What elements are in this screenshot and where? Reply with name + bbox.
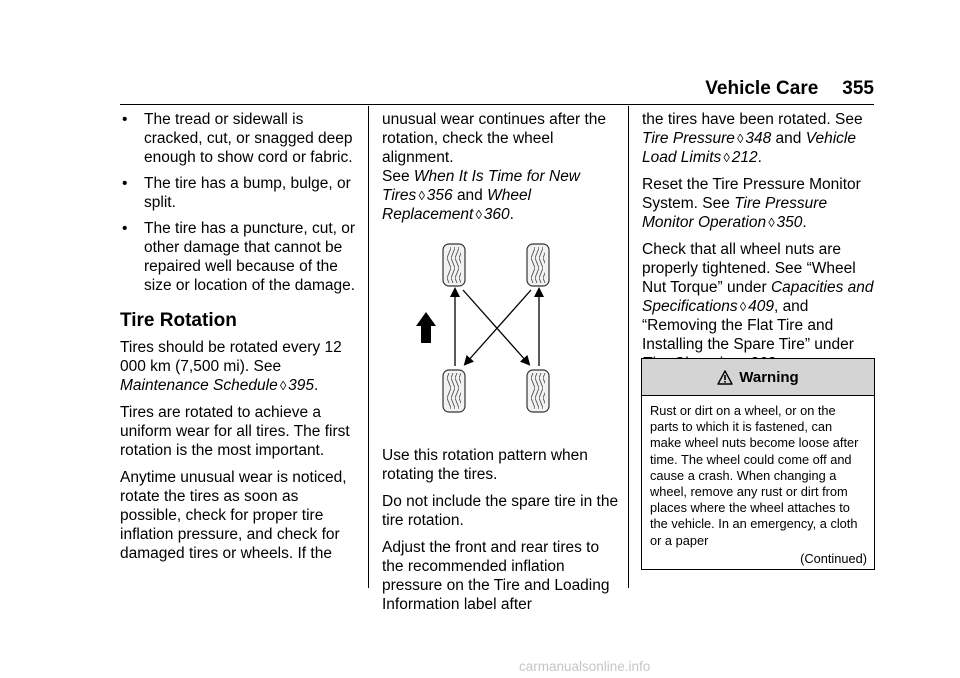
watermark: carmanualsonline.info [519,659,651,674]
paragraph: Anytime unusual wear is noticed, rotate the tires as soon as possible, check for proper tire inflation pressure, and check for damaged tires or wheels. If the [120,469,347,562]
warning-header [642,359,874,396]
paragraph: Use this rotation pattern when rotating the tires. [382,447,588,483]
tire-rear-left [443,370,465,412]
arrow-front-right-to-rear-left [467,290,531,362]
bullet-item: • The tire has a puncture, cut, or other damage that cannot be repaired well because of the size or location of the damage. [122,220,356,294]
bullet-item: • The tire has a bump, bulge, or split. [122,175,351,211]
page-reference-icon: ◊ [475,207,482,222]
paragraph: Reset the Tire Pressure Monitor System. See Tire Pressure Monitor Operation ◊ 350. [642,176,861,231]
section-title: Vehicle Care [705,78,819,99]
page-number: 355 [842,78,874,99]
page-reference-icon: ◊ [736,131,744,146]
paragraph: unusual wear continues after the rotation, check the wheel alignment. See When It Is Time for New Tires ◊ 356 and Wheel Replacement ◊ 360. [382,111,607,223]
paragraph: Tires are rotated to achieve a uniform wear for all tires. The first rotation is the most important. [120,404,350,459]
ref-link[interactable]: Wheel Replacement ◊ 360 [382,187,532,223]
continued-label: (Continued) [800,551,867,566]
header-rule [120,104,874,105]
arrow-front-left-to-rear-right [463,290,527,362]
ref-link[interactable]: Tire Pressure Monitor Operation ◊ 350 [642,195,828,231]
page-reference-icon: ◊ [723,150,730,165]
warning-body: Rust or dirt on a wheel, or on the parts to which it is fastened, can make wheel nuts become loose after time. The wheel could come off and cause a crash. When changing a wheel, remove any rust or dirt from places where the wheel attaches to the vehicle. In an emergency, a cloth or a paper [650,403,859,548]
warning-box [641,358,875,570]
ref-link[interactable]: Vehicle Load Limits ◊ 212 [642,130,856,166]
tire-rotation-diagram [415,238,565,416]
paragraph: Check that all wheel nuts are properly tightened. See “Wheel Nut Torque” under Capacities and Specifications ◊ 409, and “Removing the Flat Tire and Installing the Spare Tire” under [642,240,876,373]
paragraph: the tires have been rotated. See Tire Pressure ◊ 348 and Vehicle Load Limits ◊ 212. [642,111,863,166]
page-reference-icon: ◊ [279,378,287,393]
paragraph: Do not include the spare tire in the tire rotation. [382,493,619,529]
ref-link[interactable]: When It Is Time for New Tires ◊ 356 [382,168,581,204]
section-heading: Tire Rotation [120,310,237,331]
bullet-item: • The tread or sidewall is cracked, cut, or snagged deep enough to show cord or fabric. [122,111,353,166]
warning-icon [717,370,733,385]
vehicle-front-arrow-icon [416,312,436,343]
page-reference-icon: ◊ [418,188,425,203]
tire-front-left [443,244,465,286]
column-divider-2 [628,106,629,588]
paragraph: Tires should be rotated every 12 000 km (7,500 mi). See Maintenance Schedule ◊ 395. [120,339,342,394]
column-3 [642,110,876,381]
running-header [705,78,874,100]
page-reference-icon: ◊ [739,299,747,314]
ref-link[interactable]: Tire Pressure ◊ 348 [642,130,772,147]
tire-front-right [527,244,549,286]
page-reference-icon: ◊ [768,215,775,230]
ref-link[interactable]: Maintenance Schedule ◊ 395 [120,377,315,394]
tire-rear-right [527,370,549,412]
column-1 [120,110,356,571]
ref-link[interactable]: Capacities and Specifications ◊ 409 [642,279,874,315]
column-divider-1 [368,106,369,588]
warning-title: Warning [739,368,799,386]
paragraph: Adjust the front and rear tires to the recommended inflation pressure on the Tire and Loading Information label after [382,539,610,613]
